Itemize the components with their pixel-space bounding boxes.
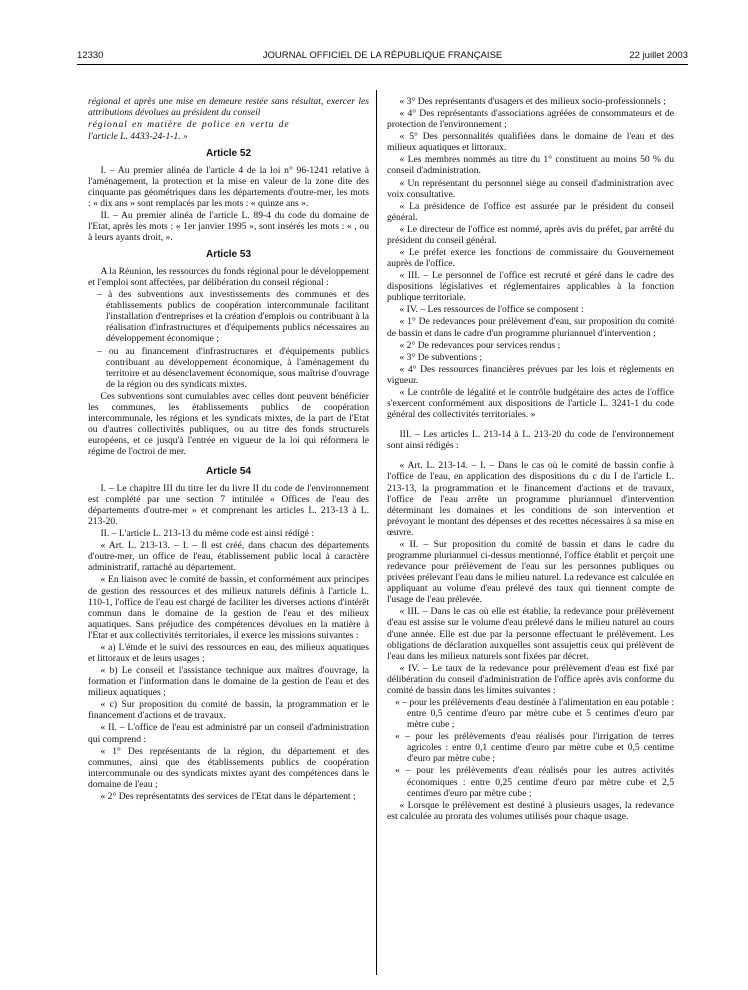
- dash-item: – ou au financement d'infrastructures et d'équipements publics contribuant au développement économique, à l'aménagement du territoire et au désenclavement économique, sous maîtrise d'ouvrage de la région ou des syndicats mixtes.: [97, 345, 369, 390]
- paragraph: « 2° Des représentatnts des services de l'Etat dans le département ;: [100, 790, 356, 802]
- paragraph: « III. – Dans le cas où elle est établie, la redevance pour prélèvement d'eau est assise sur le volume d'eau prélevé dans le milieu naturel au cours d'une année. Elle est due par la personne effectuant le prélèvement. Les obligations de déclaration auxquelles sont assujettis ceux qui prélèvent de l'eau dans les milieux naturels sont fixées par décret.: [387, 606, 674, 662]
- article-52-heading: Article 52: [205, 148, 252, 160]
- intro-line: l'article L. 4433-24-1-1. »: [88, 131, 188, 143]
- paragraph: « c) Sur proposition du comité de bassin, la programmation et le financement d'actions et de travaux.: [88, 699, 369, 722]
- rate-item: « – pour les prélèvements d'eau réalisés pour l'irrigation de terres agricoles : entre 0,1 centime d'euro par mètre cube et 0,5 centime d'euro par mètre cube ;: [395, 731, 674, 765]
- paragraph: III. – Les articles L. 213-14 à L. 213-20 du code de l'environnement sont ainsi rédigés :: [387, 429, 674, 452]
- paragraph: « Le préfet exerce les fonctions de commissaire du Gouvernement auprès de l'office.: [387, 247, 674, 270]
- paragraph: « II. – Sur proposition du comité de bassin et dans le cadre du programme pluriannuel ci-dessus mentionné, l'office établit et perçoit une redevance pour prélèvement de l'eau sur les personnes publiques ou privées prélevant l'eau dans le milieu naturel. La redevance est calculée en appliquant au volume d'eau prélevé des taux qui tiennent compte de l'usage de l'eau prélevée.: [387, 538, 674, 606]
- paragraph: « Le directeur de l'office est nommé, après avis du préfet, par arrêté du président du conseil général.: [387, 223, 674, 246]
- left-column: [88, 96, 369, 976]
- paragraph: « 2° De redevances pour services rendus ;: [399, 339, 561, 351]
- paragraph: « Lorsque le prélèvement est destiné à plusieurs usages, la redevance est calculée au prorata des volumes utilisés pour chaque usage.: [387, 799, 674, 822]
- paragraph: « 1° De redevances pour prélèvement d'eau, sur proposition du comité de bassin et dans le cadre d'un programme pluriannuel d'intervention ;: [387, 316, 674, 339]
- paragraph: « Art. L. 213-14. – I. – Dans le cas où le comité de bassin confie à l'office de l'eau, en application des dispositions du c du I de l'article L. 213-13, la programmation et le financement d'actions et de travaux, l'office de l'eau arrête un programme pluriannuel d'intervention déterminant les domaines et les conditions de son intervention et prévoyant le montant des dépenses et des recettes nécessaires à sa mise en œuvre.: [387, 460, 674, 538]
- page-header: [77, 50, 688, 64]
- paragraph: « Les membres nommés au titre du 1° constituent au moins 50 % du conseil d'administration.: [387, 154, 674, 177]
- dash-item: – à des subventions aux investissements des communes et des établissements publics de coopération intercommunale facilitant l'installation d'entreprises et la création d'emplois ou contribuant à la réalisation d'infrastructures et d'équipements publics nécessaires au développement économique ;: [97, 289, 369, 345]
- intro-line: régional en matière de police en vertu de: [88, 119, 290, 131]
- paragraph: « La présidence de l'office est assurée par le président du conseil général.: [387, 200, 674, 223]
- right-column: [387, 96, 674, 976]
- paragraph: « 5° Des personnalités qualifiées dans le domaine de l'eau et des milieux aquatiques et littoraux.: [387, 131, 674, 154]
- paragraph: A la Réunion, les ressources du fonds régional pour le développement et l'emploi sont affectées, par délibération du conseil régional :: [88, 265, 369, 289]
- paragraph: « 4° Des ressources financières prévues par les lois et règlements en vigueur.: [387, 363, 674, 386]
- publication-date: 22 juillet 2003: [629, 50, 688, 61]
- paragraph: Ces subventions sont cumulables avec celles dont peuvent bénéficier les communes, les établissements publics de coopération intercommunale, les régions et les syndicats mixtes, de la part de l'Etat ou d'autres collectivités publiques, ou au titre des fonds structurels européens, et ce jusqu'à l'entrée en vigueur de la loi qui réformera le régime de l'octroi de mer.: [88, 390, 369, 458]
- column-separator: [376, 90, 377, 975]
- paragraph: « III. – Le personnel de l'office est recruté et géré dans le cadre des dispositions législatives et réglementaires applicables à la fonction publique territoriale.: [387, 270, 674, 304]
- paragraph: « II. – L'office de l'eau est administré par un conseil d'administration qui comprend :: [88, 722, 369, 745]
- paragraph: « a) L'étude et le suivi des ressources en eau, des milieux aquatiques et littoraux et de leurs usages ;: [88, 641, 369, 664]
- paragraph: « En liaison avec le comité de bassin, et conformément aux principes de gestion des ressources et des milieux naturels définis à l'article L. 110-1, l'office de l'eau est chargé de faciliter les diverses actions d'intérêt commun dans le domaine de la gestion de l'eau et des milieux aquatiques. Sans préjudice des compétences dévolues en la matière à l'Etat et aux collectivités territoriales, il exerce les missions suivantes :: [88, 574, 369, 641]
- page-number: 12330: [77, 50, 104, 61]
- paragraph: « IV. – Le taux de la redevance pour prélèvement d'eau est fixé par délibération du conseil d'administration de l'office après avis conforme du comité de bassin dans les limites suivantes :: [387, 662, 674, 696]
- rate-item: « – pour les prélèvements d'eau destinée à l'alimentation en eau potable : entre 0,5 centime d'euro par mètre cube et 5 centimes d'euro par mètre cube ;: [395, 696, 674, 731]
- article-54-heading: Article 54: [205, 466, 252, 478]
- paragraph: « b) Le conseil et l'assistance technique aux maîtres d'ouvrage, la formation et l'information dans le domaine de la gestion de l'eau et des milieux aquatiques ;: [88, 665, 369, 699]
- intro-line: régional et après une mise en demeure restée sans résultat, exercer les attributions dévolues au président du conseil: [88, 96, 369, 119]
- paragraph: II. – L'article L. 213-13 du même code est ainsi rédigé :: [100, 528, 314, 540]
- paragraph: I. – Le chapitre III du titre Ier du livre II du code de l'environnement est complété par une section 7 intitulée « Offices de l'eau des départements d'outre-mer » et comprenant les articles L. 213-13 à L. 213-20.: [88, 482, 369, 528]
- paragraph: « Art. L. 213-13. – I. – Il est créé, dans chacun des départements d'outre-mer, un office de l'eau, établissement public local à caractère administratif, rattaché au département.: [88, 540, 369, 574]
- journal-title: JOURNAL OFFICIEL DE LA RÉPUBLIQUE FRANÇAISE: [262, 50, 503, 61]
- article-53-heading: Article 53: [205, 249, 252, 261]
- paragraph: II. – Au premier alinéa de l'article L. 89-4 du code du domaine de l'Etat, après les mots : « 1er janvier 1995 », sont insérés les mots : « , ou à leurs ayants droit, ».: [88, 210, 369, 244]
- paragraph: « Un représentant du personnel siège au conseil d'administration avec voix consultative.: [387, 177, 674, 200]
- paragraph: « 4° Des représentants d'associations agréées de consommateurs et de protection de l'environnement ;: [387, 108, 674, 131]
- paragraph: « 3° De subventions ;: [399, 351, 483, 363]
- rate-item: « – pour les prélèvements d'eau réalisés pour les autres activités économiques : entre 0,25 centime d'euro par mètre cube et 2,5 centimes d'euro par mètre cube ;: [395, 765, 674, 799]
- paragraph: « 1° Des représentants de la région, du département et des communes, ainsi que des établissements publics de coopération intercommunale ou des syndicats mixtes ayant des compétences dans le domaine de l'eau ;: [88, 745, 369, 790]
- paragraph: « 3° Des représentants d'usagers et des milieux socio-professionnels ;: [399, 96, 666, 107]
- header-rule: [77, 64, 688, 65]
- paragraph: « IV. – Les ressources de l'office se composent :: [399, 304, 584, 316]
- paragraph: I. – Au premier alinéa de l'article 4 de la loi n° 96-1241 relative à l'aménagement, la protection et la mise en valeur de la zone dite des cinquante pas géométriques dans les départements d'outre-mer, les mots : « dix ans » sont remplacés par les mots : « quinze ans ».: [88, 164, 369, 210]
- paragraph: « Le contrôle de légalité et le contrôle budgétaire des actes de l'office s'exercent conformément aux dispositions de l'article L. 3241-1 du code général des collectivités territoriales. »: [387, 386, 674, 421]
